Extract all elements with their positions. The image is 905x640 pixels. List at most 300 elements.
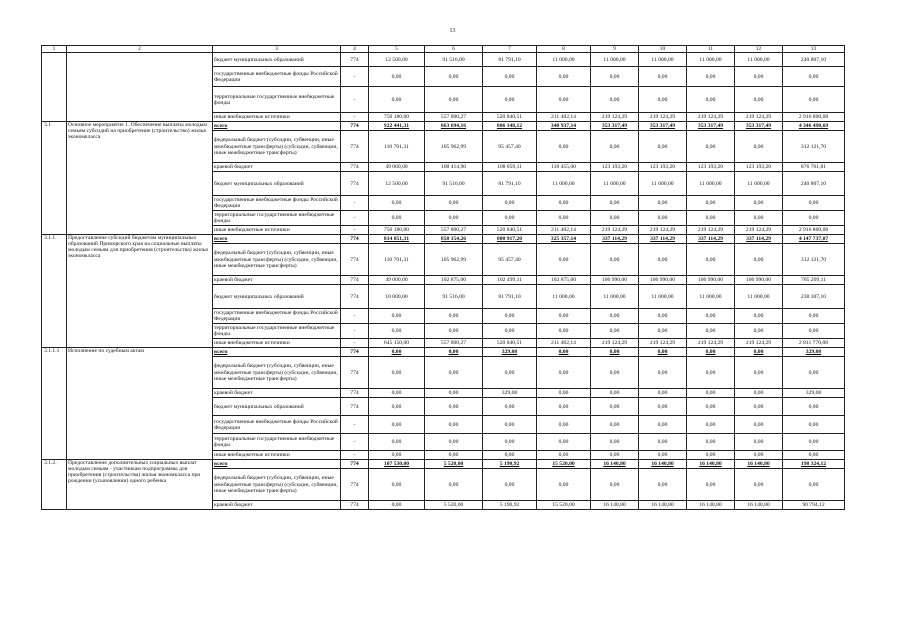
- value-cell: 0,00: [735, 196, 783, 211]
- value-cell: 12 500,00: [369, 172, 425, 196]
- value-cell: 0,00: [425, 196, 483, 211]
- item-number: 3.1.1.1: [42, 348, 67, 460]
- value-cell: 557 800,27: [425, 226, 483, 235]
- value-cell: 81 791,10: [483, 172, 537, 196]
- value-cell: 922 441,31: [369, 122, 425, 131]
- funding-source: территориальные государственные внебюджетные фонды: [213, 324, 341, 339]
- value-cell: 0,00: [591, 211, 639, 226]
- value-cell: 2 811 770,08: [783, 339, 845, 348]
- value-cell: 0,00: [783, 451, 845, 460]
- code-cell: 774: [341, 469, 369, 501]
- value-cell: 0,00: [591, 244, 639, 276]
- value-cell: 0,00: [735, 357, 783, 389]
- value-cell: 0,00: [783, 67, 845, 87]
- value-cell: 240 807,10: [783, 53, 845, 67]
- value-cell: 16 140,80: [591, 501, 639, 510]
- column-header: 6: [425, 46, 483, 53]
- value-cell: 0,00: [369, 196, 425, 211]
- value-cell: 0,00: [591, 131, 639, 163]
- value-cell: 123 193,20: [735, 163, 783, 172]
- value-cell: 105 962,99: [425, 131, 483, 163]
- value-cell: 105 962,99: [425, 244, 483, 276]
- header-row: [42, 46, 845, 53]
- value-cell: 0,00: [639, 309, 687, 324]
- value-cell: 16 140,80: [639, 460, 687, 469]
- code-cell: 774: [341, 172, 369, 196]
- value-cell: 0,00: [425, 324, 483, 339]
- value-cell: 90 794,12: [783, 501, 845, 510]
- value-cell: 0,00: [735, 324, 783, 339]
- value-cell: 800 917,20: [483, 235, 537, 244]
- code-cell: -: [341, 87, 369, 113]
- value-cell: 0,00: [425, 398, 483, 416]
- value-cell: 0,00: [687, 398, 735, 416]
- value-cell: 0,00: [537, 348, 591, 357]
- value-cell: 0,00: [483, 324, 537, 339]
- value-cell: 0,00: [735, 87, 783, 113]
- code-cell: -: [341, 324, 369, 339]
- funding-source: всего: [213, 460, 341, 469]
- value-cell: 106 990,00: [639, 276, 687, 285]
- value-cell: 11 000,00: [591, 53, 639, 67]
- value-cell: 0,00: [735, 416, 783, 434]
- value-cell: 0,00: [783, 87, 845, 113]
- value-cell: 16 140,80: [735, 460, 783, 469]
- value-cell: 0,00: [591, 398, 639, 416]
- value-cell: 0,00: [639, 87, 687, 113]
- value-cell: 0,00: [537, 416, 591, 434]
- code-cell: 774: [341, 276, 369, 285]
- value-cell: 0,00: [639, 131, 687, 163]
- value-cell: 219 124,29: [639, 339, 687, 348]
- value-cell: 0,00: [687, 357, 735, 389]
- value-cell: 0,00: [537, 244, 591, 276]
- value-cell: 750 180,00: [369, 113, 425, 122]
- value-cell: 91 516,00: [425, 285, 483, 309]
- funding-source: иные внебюджетные источники: [213, 451, 341, 460]
- value-cell: 0,00: [537, 389, 591, 398]
- value-cell: 11 000,00: [639, 53, 687, 67]
- value-cell: 49 060,00: [369, 163, 425, 172]
- table-row: [42, 53, 845, 67]
- value-cell: 0,00: [425, 389, 483, 398]
- value-cell: 0,00: [537, 357, 591, 389]
- value-cell: 0,00: [687, 87, 735, 113]
- value-cell: 353 317,49: [591, 122, 639, 131]
- value-cell: 0,00: [537, 87, 591, 113]
- value-cell: 102 875,00: [537, 276, 591, 285]
- value-cell: 520 840,51: [483, 339, 537, 348]
- value-cell: 11 000,00: [687, 285, 735, 309]
- value-cell: 0,00: [783, 211, 845, 226]
- value-cell: 353 317,49: [735, 122, 783, 131]
- value-cell: 0,00: [639, 389, 687, 398]
- value-cell: 0,00: [687, 416, 735, 434]
- value-cell: 15 520,00: [537, 501, 591, 510]
- value-cell: 0,00: [687, 469, 735, 501]
- item-name: [67, 53, 213, 122]
- value-cell: 876 761,81: [783, 163, 845, 172]
- funding-source: федеральный бюджет (субсидии, субвенции, иные межбюджетные трансферты) (субсидии, субвенции, иные межбюджетные трансферты): [213, 131, 341, 163]
- value-cell: 0,00: [483, 87, 537, 113]
- value-cell: 0,00: [687, 211, 735, 226]
- column-header: 13: [783, 46, 845, 53]
- value-cell: 219 124,29: [591, 226, 639, 235]
- value-cell: 0,00: [735, 309, 783, 324]
- value-cell: 0,00: [369, 398, 425, 416]
- value-cell: 312 121,70: [783, 244, 845, 276]
- value-cell: 863 694,16: [425, 122, 483, 131]
- funding-source: бюджет муниципальных образований: [213, 398, 341, 416]
- value-cell: 0,00: [687, 244, 735, 276]
- funding-source: иные внебюджетные источники: [213, 113, 341, 122]
- funding-source: государственные внебюджетные фонды Российской Федерации: [213, 196, 341, 211]
- value-cell: 16 140,80: [591, 460, 639, 469]
- table-row: [42, 348, 845, 357]
- value-cell: 219 124,29: [735, 226, 783, 235]
- value-cell: 0,00: [369, 389, 425, 398]
- value-cell: 0,00: [425, 348, 483, 357]
- value-cell: 520 840,51: [483, 113, 537, 122]
- code-cell: -: [341, 226, 369, 235]
- value-cell: 0,00: [537, 469, 591, 501]
- value-cell: 108 414,90: [425, 163, 483, 172]
- table-row: [42, 235, 845, 244]
- value-cell: 0,00: [687, 348, 735, 357]
- value-cell: 2 916 800,08: [783, 226, 845, 235]
- value-cell: 557 800,27: [425, 339, 483, 348]
- value-cell: 0,00: [735, 244, 783, 276]
- value-cell: 0,00: [425, 469, 483, 501]
- value-cell: 0,00: [639, 434, 687, 451]
- funding-source: территориальные государственные внебюджетные фонды: [213, 87, 341, 113]
- value-cell: 11 000,00: [735, 53, 783, 67]
- value-cell: 0,00: [537, 309, 591, 324]
- value-cell: 0,00: [369, 211, 425, 226]
- value-cell: 0,00: [425, 87, 483, 113]
- value-cell: 0,00: [591, 357, 639, 389]
- column-header: 10: [639, 46, 687, 53]
- value-cell: 0,00: [369, 357, 425, 389]
- value-cell: 11 000,00: [639, 172, 687, 196]
- value-cell: 0,00: [639, 196, 687, 211]
- funding-source: государственные внебюджетные фонды Российской Федерации: [213, 67, 341, 87]
- funding-source: иные внебюджетные источники: [213, 339, 341, 348]
- funding-source: территориальные государственные внебюджетные фонды: [213, 211, 341, 226]
- value-cell: 0,00: [591, 348, 639, 357]
- value-cell: 329,08: [483, 389, 537, 398]
- value-cell: 0,00: [735, 389, 783, 398]
- code-cell: 774: [341, 285, 369, 309]
- value-cell: 0,00: [639, 67, 687, 87]
- value-cell: 337 114,29: [639, 235, 687, 244]
- value-cell: 102 499,11: [483, 276, 537, 285]
- value-cell: 219 124,29: [687, 339, 735, 348]
- value-cell: 0,00: [483, 309, 537, 324]
- value-cell: 0,00: [369, 434, 425, 451]
- value-cell: 211 482,14: [537, 113, 591, 122]
- value-cell: 0,00: [483, 211, 537, 226]
- value-cell: 5 190,92: [483, 460, 537, 469]
- code-cell: 774: [341, 53, 369, 67]
- column-header: 12: [735, 46, 783, 53]
- value-cell: 81 791,10: [483, 53, 537, 67]
- table-row: [42, 122, 845, 131]
- value-cell: 0,00: [687, 324, 735, 339]
- value-cell: 0,00: [369, 324, 425, 339]
- value-cell: 0,00: [735, 398, 783, 416]
- value-cell: 0,00: [537, 67, 591, 87]
- value-cell: 0,00: [483, 469, 537, 501]
- column-header: 1: [42, 46, 67, 53]
- value-cell: 0,00: [537, 451, 591, 460]
- value-cell: 0,00: [639, 324, 687, 339]
- value-cell: 0,00: [537, 434, 591, 451]
- value-cell: 240 807,10: [783, 172, 845, 196]
- code-cell: -: [341, 211, 369, 226]
- funding-source: федеральный бюджет (субсидии, субвенции, иные межбюджетные трансферты) (субсидии, субвенции, иные межбюджетные трансферты): [213, 244, 341, 276]
- value-cell: 329,08: [483, 348, 537, 357]
- value-cell: 557 800,27: [425, 113, 483, 122]
- value-cell: 0,00: [639, 469, 687, 501]
- funding-source: иные внебюджетные источники: [213, 226, 341, 235]
- value-cell: 0,00: [369, 416, 425, 434]
- item-number: 3.1.2.: [42, 460, 67, 510]
- value-cell: 102 875,00: [425, 276, 483, 285]
- value-cell: 0,00: [425, 451, 483, 460]
- code-cell: 774: [341, 122, 369, 131]
- value-cell: 219 124,29: [591, 113, 639, 122]
- value-cell: 329,08: [783, 389, 845, 398]
- code-cell: 774: [341, 398, 369, 416]
- value-cell: 123 193,20: [687, 163, 735, 172]
- value-cell: 91 516,00: [425, 172, 483, 196]
- column-header: 2: [67, 46, 213, 53]
- value-cell: 0,00: [783, 324, 845, 339]
- funding-source: краевой бюджет: [213, 163, 341, 172]
- code-cell: -: [341, 451, 369, 460]
- value-cell: 16 140,80: [687, 501, 735, 510]
- value-cell: 0,00: [483, 451, 537, 460]
- value-cell: 11 000,00: [687, 53, 735, 67]
- code-cell: 774: [341, 460, 369, 469]
- value-cell: 107 530,00: [369, 460, 425, 469]
- value-cell: 0,00: [735, 348, 783, 357]
- value-cell: 0,00: [591, 87, 639, 113]
- value-cell: 340 937,14: [537, 122, 591, 131]
- value-cell: 0,00: [537, 196, 591, 211]
- value-cell: 0,00: [483, 67, 537, 87]
- column-header: 4: [341, 46, 369, 53]
- code-cell: 774: [341, 131, 369, 163]
- value-cell: 0,00: [735, 131, 783, 163]
- value-cell: 520 840,51: [483, 226, 537, 235]
- value-cell: 106 990,00: [735, 276, 783, 285]
- value-cell: 0,00: [735, 434, 783, 451]
- value-cell: 0,00: [591, 309, 639, 324]
- code-cell: 774: [341, 501, 369, 510]
- value-cell: 106 990,00: [591, 276, 639, 285]
- funding-source: всего: [213, 235, 341, 244]
- value-cell: 219 124,29: [735, 113, 783, 122]
- value-cell: 219 124,29: [639, 226, 687, 235]
- value-cell: 110 701,31: [369, 131, 425, 163]
- value-cell: 858 154,26: [425, 235, 483, 244]
- value-cell: 0,00: [735, 451, 783, 460]
- value-cell: 0,00: [687, 434, 735, 451]
- value-cell: 0,00: [369, 87, 425, 113]
- value-cell: 0,00: [687, 389, 735, 398]
- value-cell: 11 000,00: [537, 53, 591, 67]
- value-cell: 0,00: [783, 309, 845, 324]
- item-name: Предоставление дополнительных социальных выплат молодым семьям - участникам подпрограммы для приобретения (строительства) жилья экономкласса при рождении (усыновлении) одного ребенка: [67, 460, 213, 510]
- value-cell: 0,00: [425, 416, 483, 434]
- value-cell: 0,00: [687, 67, 735, 87]
- value-cell: 337 114,29: [687, 235, 735, 244]
- value-cell: 11 000,00: [537, 285, 591, 309]
- value-cell: 219 124,29: [687, 226, 735, 235]
- value-cell: 15 520,00: [537, 460, 591, 469]
- funding-source: бюджет муниципальных образований: [213, 285, 341, 309]
- value-cell: 11 000,00: [735, 172, 783, 196]
- value-cell: 0,00: [639, 357, 687, 389]
- value-cell: 0,00: [425, 434, 483, 451]
- value-cell: 0,00: [783, 196, 845, 211]
- value-cell: 0,00: [537, 398, 591, 416]
- value-cell: 0,00: [369, 501, 425, 510]
- value-cell: 219 124,29: [735, 339, 783, 348]
- value-cell: 11 000,00: [687, 172, 735, 196]
- funding-source: краевой бюджет: [213, 501, 341, 510]
- item-name: Предоставление субсидий бюджетам муниципальных образований Приморского края на социальные выплаты молодым семьям для приобретения (строительства) жилья экономкласса: [67, 235, 213, 348]
- funding-source: всего: [213, 348, 341, 357]
- value-cell: 118 455,00: [537, 163, 591, 172]
- value-cell: 0,00: [735, 469, 783, 501]
- budget-table: [41, 45, 845, 510]
- value-cell: 814 851,31: [369, 235, 425, 244]
- column-header: 7: [483, 46, 537, 53]
- value-cell: 0,00: [369, 469, 425, 501]
- value-cell: 4 346 490,69: [783, 122, 845, 131]
- column-header: 9: [591, 46, 639, 53]
- value-cell: 353 317,49: [639, 122, 687, 131]
- value-cell: 5 190,92: [483, 501, 537, 510]
- value-cell: 0,00: [639, 211, 687, 226]
- code-cell: -: [341, 196, 369, 211]
- code-cell: 774: [341, 244, 369, 276]
- code-cell: -: [341, 67, 369, 87]
- value-cell: 0,00: [537, 324, 591, 339]
- value-cell: 0,00: [425, 357, 483, 389]
- item-name: Исполнение по судебным актам: [67, 348, 213, 460]
- value-cell: 106 990,00: [687, 276, 735, 285]
- value-cell: 0,00: [687, 309, 735, 324]
- value-cell: 5 520,00: [425, 460, 483, 469]
- value-cell: 0,00: [591, 196, 639, 211]
- column-header: 3: [213, 46, 341, 53]
- column-header: 8: [537, 46, 591, 53]
- code-cell: -: [341, 339, 369, 348]
- value-cell: 81 791,10: [483, 285, 537, 309]
- funding-source: бюджет муниципальных образований: [213, 172, 341, 196]
- value-cell: 0,00: [369, 309, 425, 324]
- table-row: [42, 460, 845, 469]
- funding-source: федеральный бюджет (субсидии, субвенции, иные межбюджетные трансферты) (субсидии, субвенции, иные межбюджетные трансферты): [213, 357, 341, 389]
- value-cell: 0,00: [639, 416, 687, 434]
- value-cell: 0,00: [537, 131, 591, 163]
- value-cell: 10 000,00: [369, 285, 425, 309]
- code-cell: 774: [341, 163, 369, 172]
- value-cell: 11 000,00: [591, 285, 639, 309]
- value-cell: 0,00: [591, 451, 639, 460]
- code-cell: 774: [341, 389, 369, 398]
- value-cell: 312 121,70: [783, 131, 845, 163]
- value-cell: 0,00: [425, 67, 483, 87]
- value-cell: 0,00: [591, 389, 639, 398]
- value-cell: 0,00: [687, 451, 735, 460]
- funding-source: государственные внебюджетные фонды Российской Федерации: [213, 416, 341, 434]
- value-cell: 0,00: [591, 67, 639, 87]
- funding-source: федеральный бюджет (субсидии, субвенции, иные межбюджетные трансферты) (субсидии, субвенции, иные межбюджетные трансферты): [213, 469, 341, 501]
- value-cell: 0,00: [639, 348, 687, 357]
- funding-source: всего: [213, 122, 341, 131]
- value-cell: 0,00: [483, 434, 537, 451]
- value-cell: 123 193,20: [639, 163, 687, 172]
- column-header: 5: [369, 46, 425, 53]
- value-cell: 4 147 737,07: [783, 235, 845, 244]
- item-name: Основное мероприятие 1. Обеспечение выплаты молодым семьям субсидий на приобретение (строительство) жилья экономкласса: [67, 122, 213, 235]
- value-cell: 0,00: [591, 324, 639, 339]
- value-cell: 211 482,14: [537, 226, 591, 235]
- funding-source: краевой бюджет: [213, 389, 341, 398]
- column-header: 11: [687, 46, 735, 53]
- code-cell: -: [341, 113, 369, 122]
- value-cell: 198 324,12: [783, 460, 845, 469]
- funding-source: краевой бюджет: [213, 276, 341, 285]
- value-cell: 219 124,29: [591, 339, 639, 348]
- value-cell: 353 317,49: [687, 122, 735, 131]
- code-cell: -: [341, 416, 369, 434]
- value-cell: 0,00: [783, 416, 845, 434]
- value-cell: 0,00: [783, 357, 845, 389]
- value-cell: 219 124,29: [687, 113, 735, 122]
- code-cell: -: [341, 309, 369, 324]
- value-cell: 211 482,14: [537, 339, 591, 348]
- value-cell: 49 000,00: [369, 276, 425, 285]
- table-body: [42, 46, 845, 510]
- value-cell: 0,00: [783, 469, 845, 501]
- funding-source: бюджет муниципальных образований: [213, 53, 341, 67]
- value-cell: 16 140,80: [687, 460, 735, 469]
- value-cell: 16 140,80: [639, 501, 687, 510]
- value-cell: 0,00: [735, 211, 783, 226]
- value-cell: 785 209,11: [783, 276, 845, 285]
- value-cell: 0,00: [483, 196, 537, 211]
- value-cell: 0,00: [425, 211, 483, 226]
- value-cell: 645 150,00: [369, 339, 425, 348]
- value-cell: 0,00: [369, 67, 425, 87]
- value-cell: 238 307,10: [783, 285, 845, 309]
- code-cell: 774: [341, 348, 369, 357]
- value-cell: 12 500,00: [369, 53, 425, 67]
- value-cell: 0,00: [425, 309, 483, 324]
- value-cell: 337 114,29: [591, 235, 639, 244]
- value-cell: 91 516,00: [425, 53, 483, 67]
- code-cell: 774: [341, 235, 369, 244]
- value-cell: 0,00: [483, 416, 537, 434]
- value-cell: 0,00: [369, 348, 425, 357]
- item-number: 3.1.1.: [42, 235, 67, 348]
